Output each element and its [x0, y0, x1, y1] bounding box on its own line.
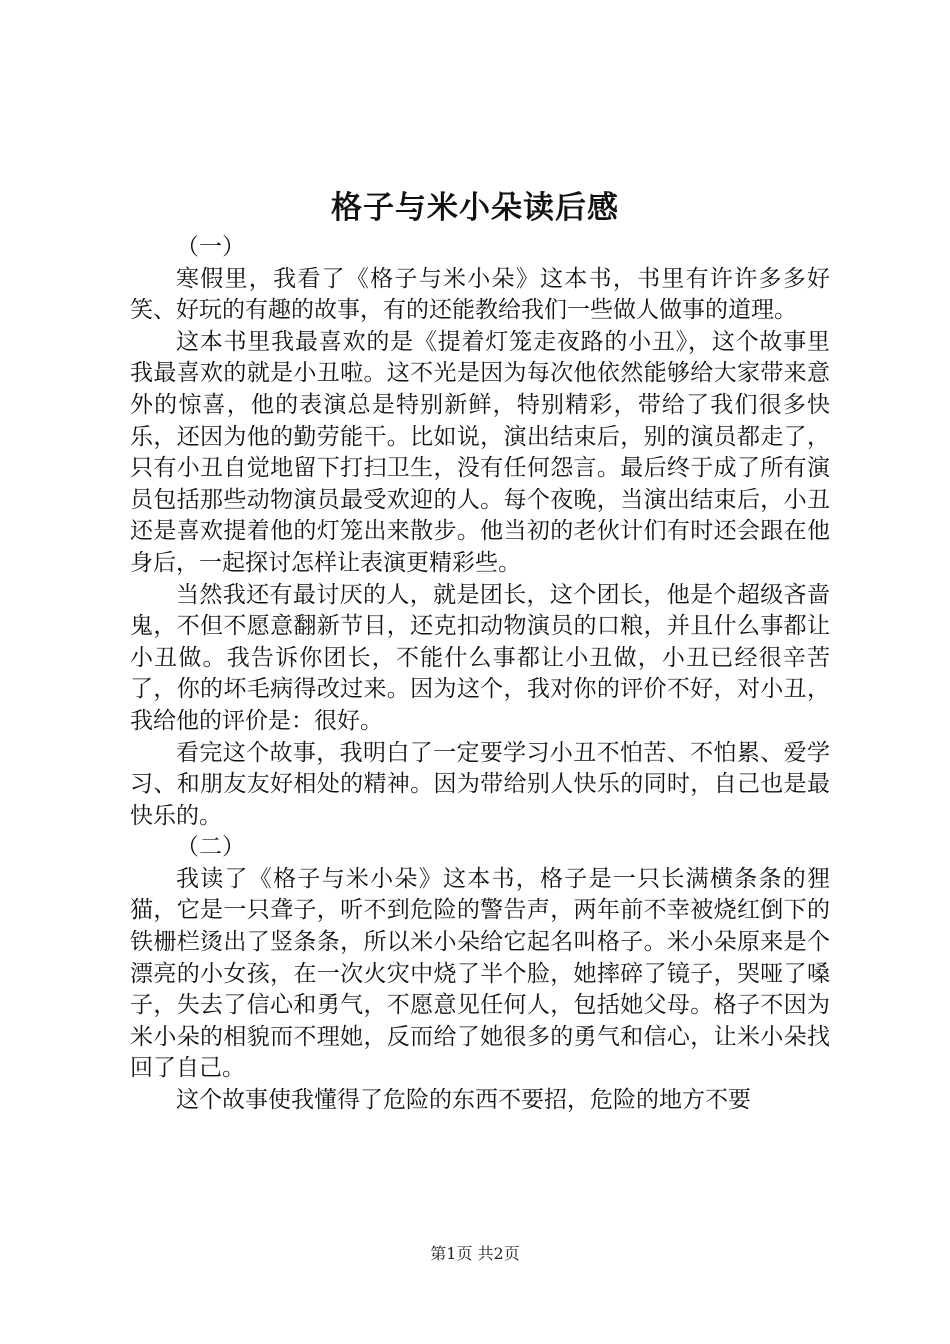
page-footer: 第1页 共2页 — [430, 1244, 520, 1263]
document-title: 格子与米小朵读后感 — [331, 190, 619, 226]
paragraph: 当然我还有最讨厌的人，就是团长，这个团长，他是个超级吝啬鬼，不但不愿意翻新节目，还克扣动物演员的口粮，并且什么事都让小丑做。我告诉你团长，不能什么事都让小丑做，小丑已经很辛苦了，你的坏毛病得改过来。因为这个，我对你的评价不好，对小丑，我给他的评价是：很好。 — [130, 581, 830, 734]
document-body — [130, 232, 830, 1117]
paragraph: 看完这个故事，我明白了一定要学习小丑不怕苦、不怕累、爱学习、和朋友友好相处的精神。因为带给别人快乐的同时，自己也是最快乐的。 — [130, 739, 830, 829]
section-heading-1: （一） — [176, 234, 245, 260]
section-heading-2: （二） — [176, 834, 245, 861]
paragraph: 这本书里我最喜欢的是《提着灯笼走夜路的小丑》，这个故事里我最喜欢的就是小丑啦。这不光是因为每次他依然能够给大家带来意外的惊喜，他的表演总是特别新鲜，特别精彩，带给了我们很多快乐，还因为他的勤劳能干。比如说，演出结束后，别的演员都走了，只有小丑自觉地留下打扫卫生，没有任何怨言。最后终于成了所有演员包括那些动物演员最受欢迎的人。每个夜晚，当演出结束后，小丑还是喜欢提着他的灯笼出来散步。他当初的老伙计们有时还会跟在他身后，一起探讨怎样让表演更精彩些。 — [130, 328, 830, 576]
paragraph: 我读了《格子与米小朵》这本书，格子是一只长满横条条的狸猫，它是一只聋子，听不到危险的警告声，两年前不幸被烧红倒下的铁栅栏烫出了竖条条，所以米小朵给它起名叫格子。米小朵原来是个漂亮的小女孩，在一次火灾中烧了半个脸，她摔碎了镜子，哭哑了嗓子，失去了信心和勇气，不愿意见任何人，包括她父母。格子不因为米小朵的相貌而不理她，反而给了她很多的勇气和信心，让米小朵找回了自己。 — [130, 865, 830, 1082]
paragraph: 这个故事使我懂得了危险的东西不要招，危险的地方不要 — [176, 1087, 751, 1114]
paragraph: 寒假里，我看了《格子与米小朵》这本书，书里有许许多多好笑、好玩的有趣的故事，有的还能教给我们一些做人做事的道理。 — [130, 265, 830, 324]
